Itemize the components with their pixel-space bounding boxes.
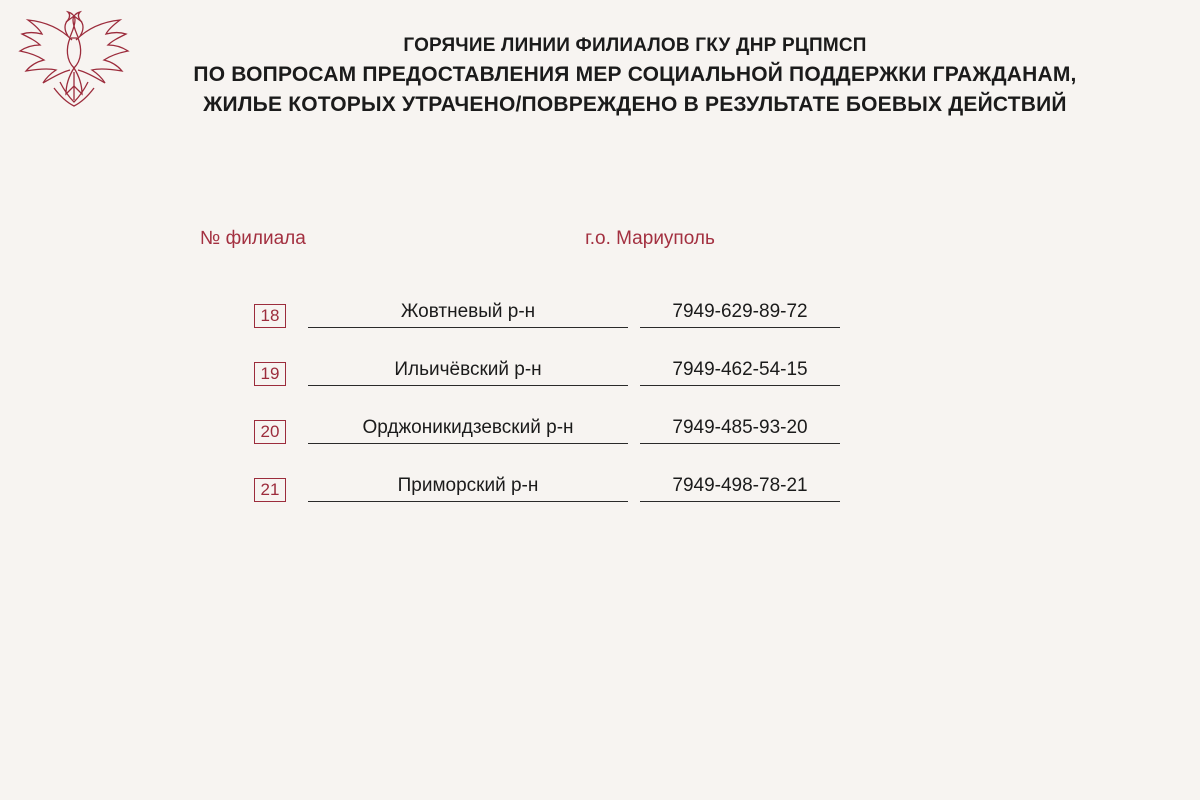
table-header-row xyxy=(200,228,900,250)
district-name: Жовтневый р-н xyxy=(308,301,628,328)
title-line-3: ЖИЛЬЕ КОТОРЫХ УТРАЧЕНО/ПОВРЕЖДЕНО В РЕЗУЛЬТАТЕ БОЕВЫХ ДЕЙСТВИЙ xyxy=(203,93,1067,116)
table-row xyxy=(200,270,900,328)
phone-number: 7949-629-89-72 xyxy=(640,301,840,328)
column-header-branch-number: № филиала xyxy=(200,228,306,249)
title-line-2: ПО ВОПРОСАМ ПРЕДОСТАВЛЕНИЯ МЕР СОЦИАЛЬНОЙ ПОДДЕРЖКИ ГРАЖДАНАМ, xyxy=(193,63,1077,86)
district-name: Приморский р-н xyxy=(308,475,628,502)
branch-number-badge: 18 xyxy=(254,304,286,328)
district-name: Ильичёвский р-н xyxy=(308,359,628,386)
table-row xyxy=(200,444,900,502)
branch-number-cell xyxy=(200,478,308,502)
branch-number-badge: 21 xyxy=(254,478,286,502)
dnr-coat-of-arms-eagle-icon xyxy=(14,10,134,110)
district-name: Орджоникидзевский р-н xyxy=(308,417,628,444)
table-row xyxy=(200,386,900,444)
page-title xyxy=(130,32,1140,120)
phone-number: 7949-462-54-15 xyxy=(640,359,840,386)
branch-number-cell xyxy=(200,420,308,444)
title-line-1: ГОРЯЧИЕ ЛИНИИ ФИЛИАЛОВ ГКУ ДНР РЦПМСП xyxy=(403,35,867,56)
branch-number-badge: 20 xyxy=(254,420,286,444)
hotline-table xyxy=(200,228,900,502)
column-header-city: г.о. Мариуполь xyxy=(585,228,715,249)
branch-number-badge: 19 xyxy=(254,362,286,386)
branch-number-cell xyxy=(200,362,308,386)
phone-number: 7949-498-78-21 xyxy=(640,475,840,502)
table-row xyxy=(200,328,900,386)
branch-number-cell xyxy=(200,304,308,328)
phone-number: 7949-485-93-20 xyxy=(640,417,840,444)
